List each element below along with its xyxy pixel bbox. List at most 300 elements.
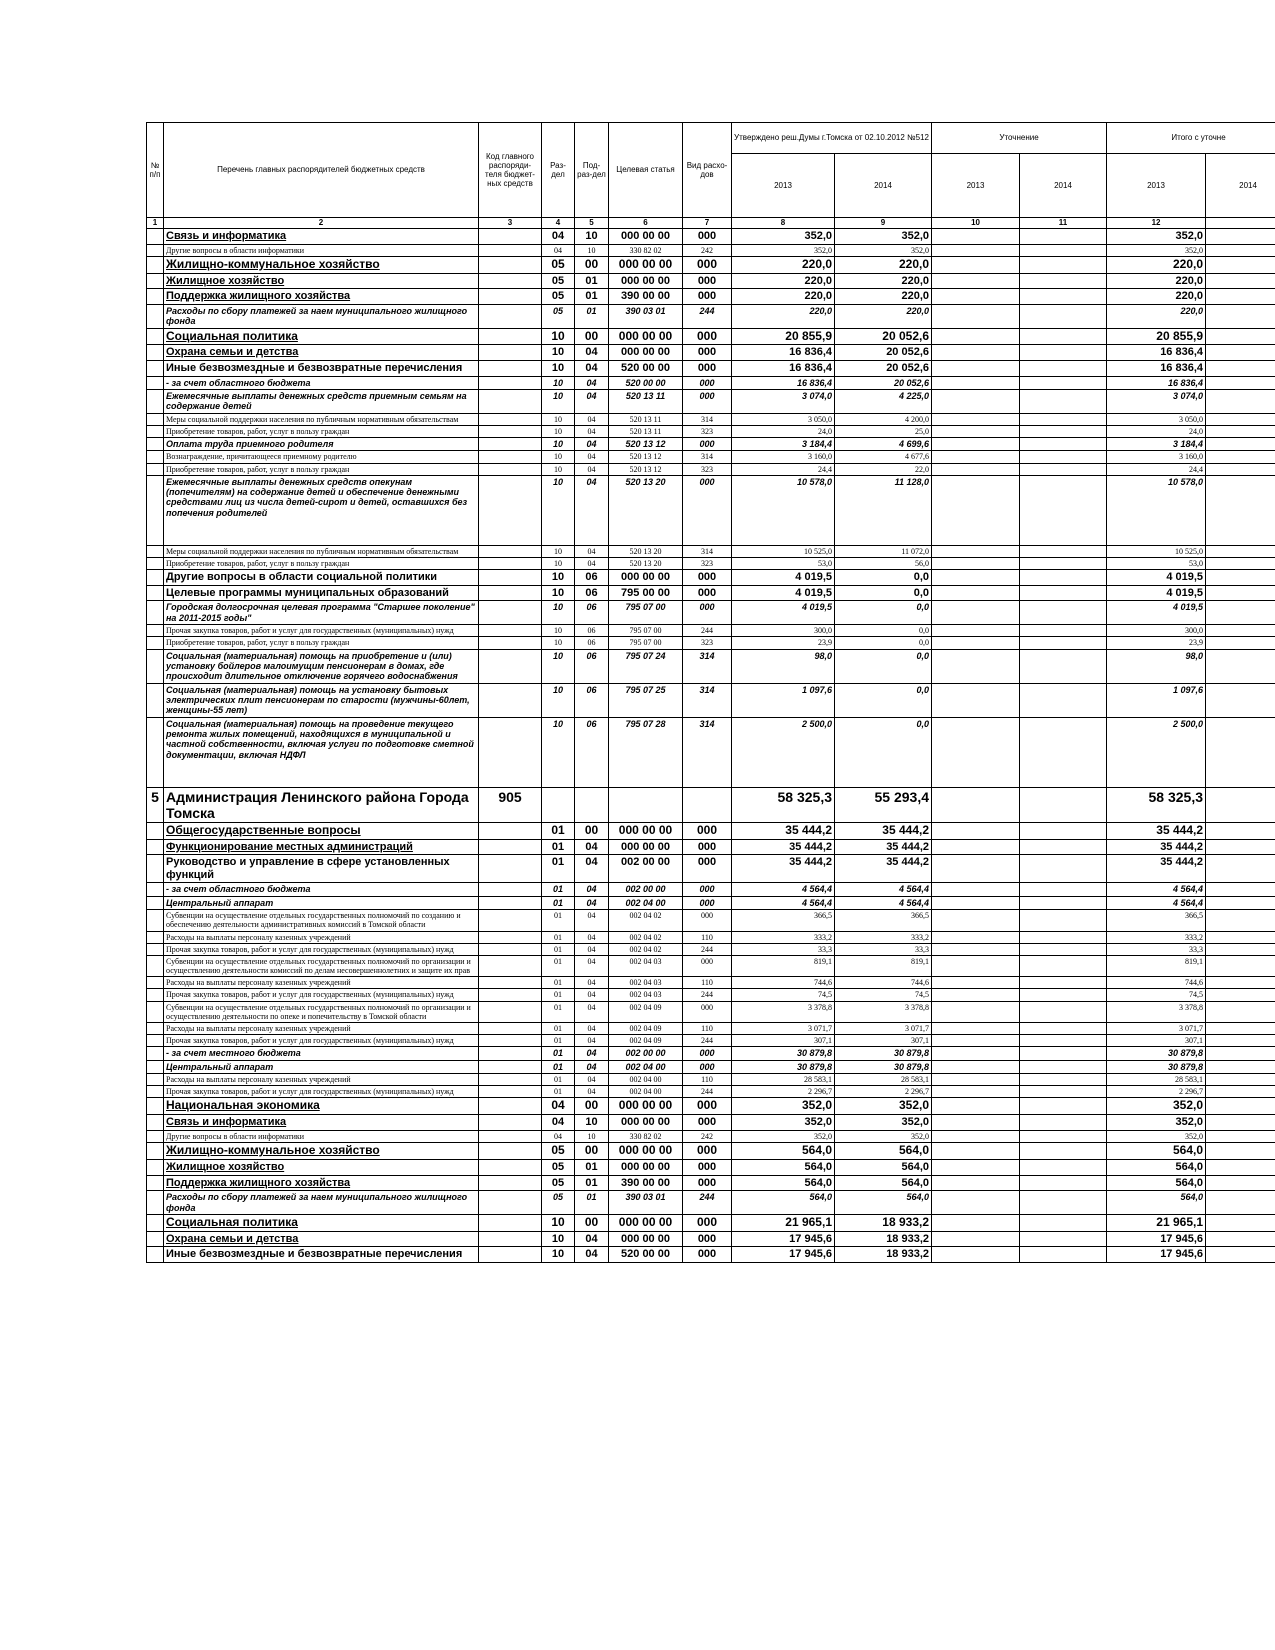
- table-row: [147, 345, 1275, 361]
- row-name: Функционирование местных администраций: [164, 839, 479, 855]
- row-approved-2014: 20 052,6: [835, 328, 932, 345]
- row-razdel: 01: [542, 977, 575, 989]
- row-total-2013: 74,5: [1107, 989, 1206, 1001]
- row-refine-2014: [1020, 328, 1107, 345]
- row-number: [147, 438, 164, 451]
- row-razdel: 10: [542, 1231, 575, 1247]
- row-total-2014: [1206, 475, 1275, 545]
- row-approved-2014: 74,5: [835, 989, 932, 1001]
- row-target-article: 002 00 00: [609, 883, 683, 896]
- row-number: [147, 413, 164, 425]
- row-razdel: 10: [542, 637, 575, 649]
- table-row: [147, 1047, 1275, 1060]
- row-expense-type: 000: [683, 1214, 732, 1231]
- row-approved-2013: 220,0: [732, 304, 835, 328]
- row-admin-code: [479, 822, 542, 839]
- table-row: [147, 1159, 1275, 1175]
- row-total-2014: [1206, 244, 1275, 256]
- row-refine-2013: [932, 955, 1020, 976]
- row-refine-2013: [932, 438, 1020, 451]
- row-total-2013: 21 965,1: [1107, 1214, 1206, 1231]
- row-podrazdel: 01: [575, 273, 609, 289]
- row-total-2013: 20 855,9: [1107, 328, 1206, 345]
- row-podrazdel: 04: [575, 1035, 609, 1047]
- row-razdel: 05: [542, 1175, 575, 1191]
- table-row: [147, 545, 1275, 557]
- row-refine-2014: [1020, 1060, 1107, 1073]
- row-approved-2014: 11 072,0: [835, 545, 932, 557]
- row-name: Другие вопросы в области информатики: [164, 1130, 479, 1142]
- row-razdel: 10: [542, 451, 575, 463]
- row-approved-2014: 0,0: [835, 637, 932, 649]
- row-number: [147, 376, 164, 389]
- row-target-article: 002 04 00: [609, 1086, 683, 1098]
- row-name: Расходы на выплаты персоналу казенных учреждений: [164, 977, 479, 989]
- row-total-2013: 352,0: [1107, 1115, 1206, 1131]
- row-podrazdel: 06: [575, 683, 609, 717]
- row-number: [147, 463, 164, 475]
- row-razdel: 01: [542, 839, 575, 855]
- row-approved-2013: 3 071,7: [732, 1023, 835, 1035]
- row-target-article: 002 04 09: [609, 1001, 683, 1022]
- row-target-article: 795 07 24: [609, 649, 683, 683]
- row-total-2013: 352,0: [1107, 1130, 1206, 1142]
- row-admin-code: [479, 451, 542, 463]
- row-total-2014: [1206, 345, 1275, 361]
- row-name: Связь и информатика: [164, 229, 479, 245]
- row-approved-2013: 744,6: [732, 977, 835, 989]
- row-total-2013: 16 836,4: [1107, 361, 1206, 377]
- col-num: 10: [932, 218, 1020, 229]
- row-total-2014: [1206, 601, 1275, 625]
- row-total-2013: 33,3: [1107, 943, 1206, 955]
- row-total-2013: 2 296,7: [1107, 1086, 1206, 1098]
- row-name: Охрана семьи и детства: [164, 1231, 479, 1247]
- row-target-article: 520 13 11: [609, 413, 683, 425]
- row-podrazdel: 04: [575, 839, 609, 855]
- row-name: Иные безвозмездные и безвозвратные перечисления: [164, 361, 479, 377]
- row-podrazdel: 04: [575, 1074, 609, 1086]
- row-number: [147, 451, 164, 463]
- row-approved-2013: 58 325,3: [732, 787, 835, 822]
- row-refine-2014: [1020, 855, 1107, 883]
- row-total-2014: [1206, 822, 1275, 839]
- row-target-article: 520 13 12: [609, 438, 683, 451]
- row-number: [147, 1001, 164, 1022]
- row-total-2013: 564,0: [1107, 1191, 1206, 1215]
- row-refine-2013: [932, 931, 1020, 943]
- row-razdel: 10: [542, 557, 575, 569]
- row-number: 5: [147, 787, 164, 822]
- row-admin-code: [479, 463, 542, 475]
- row-razdel: 10: [542, 717, 575, 787]
- table-row: [147, 717, 1275, 787]
- row-approved-2013: 23,9: [732, 637, 835, 649]
- row-approved-2014: 4 564,4: [835, 896, 932, 909]
- row-number: [147, 304, 164, 328]
- row-podrazdel: 06: [575, 601, 609, 625]
- row-target-article: 000 00 00: [609, 1115, 683, 1131]
- row-razdel: 01: [542, 910, 575, 931]
- row-refine-2013: [932, 883, 1020, 896]
- row-target-article: 000 00 00: [609, 345, 683, 361]
- row-total-2013: 352,0: [1107, 229, 1206, 245]
- row-expense-type: 000: [683, 390, 732, 414]
- row-expense-type: 000: [683, 1001, 732, 1022]
- row-approved-2013: 3 074,0: [732, 390, 835, 414]
- row-name: Поддержка жилищного хозяйства: [164, 1175, 479, 1191]
- row-number: [147, 977, 164, 989]
- row-total-2014: [1206, 883, 1275, 896]
- row-refine-2014: [1020, 1047, 1107, 1060]
- table-row: [147, 883, 1275, 896]
- row-razdel: 01: [542, 989, 575, 1001]
- row-refine-2013: [932, 855, 1020, 883]
- row-expense-type: 000: [683, 570, 732, 586]
- row-approved-2013: 16 836,4: [732, 361, 835, 377]
- row-total-2014: [1206, 1247, 1275, 1263]
- row-total-2014: [1206, 1231, 1275, 1247]
- row-expense-type: 110: [683, 977, 732, 989]
- row-total-2014: [1206, 1086, 1275, 1098]
- row-number: [147, 717, 164, 787]
- row-razdel: 01: [542, 1060, 575, 1073]
- row-razdel: 10: [542, 585, 575, 601]
- row-refine-2014: [1020, 625, 1107, 637]
- row-podrazdel: [575, 787, 609, 822]
- row-refine-2013: [932, 1074, 1020, 1086]
- row-razdel: 05: [542, 273, 575, 289]
- row-expense-type: 323: [683, 557, 732, 569]
- table-row: [147, 683, 1275, 717]
- row-approved-2013: 4 019,5: [732, 585, 835, 601]
- row-total-2014: [1206, 451, 1275, 463]
- row-total-2013: 17 945,6: [1107, 1247, 1206, 1263]
- header-approved-2014: 2014: [835, 154, 932, 218]
- row-name: Поддержка жилищного хозяйства: [164, 289, 479, 305]
- row-expense-type: 000: [683, 1060, 732, 1073]
- row-refine-2013: [932, 345, 1020, 361]
- table-row: [147, 896, 1275, 909]
- row-total-2014: [1206, 717, 1275, 787]
- table-row: [147, 1060, 1275, 1073]
- row-expense-type: 244: [683, 1191, 732, 1215]
- row-approved-2014: 352,0: [835, 229, 932, 245]
- row-refine-2014: [1020, 1115, 1107, 1131]
- row-refine-2014: [1020, 304, 1107, 328]
- row-total-2014: [1206, 463, 1275, 475]
- row-total-2014: [1206, 256, 1275, 273]
- row-refine-2013: [932, 1115, 1020, 1131]
- row-approved-2014: 220,0: [835, 256, 932, 273]
- row-number: [147, 931, 164, 943]
- table-body: [147, 229, 1275, 1263]
- row-admin-code: [479, 345, 542, 361]
- row-total-2014: [1206, 1060, 1275, 1073]
- row-approved-2013: 16 836,4: [732, 345, 835, 361]
- row-podrazdel: 04: [575, 413, 609, 425]
- row-number: [147, 425, 164, 437]
- row-admin-code: [479, 649, 542, 683]
- row-razdel: 10: [542, 413, 575, 425]
- row-podrazdel: 04: [575, 425, 609, 437]
- row-admin-code: [479, 931, 542, 943]
- row-expense-type: 323: [683, 463, 732, 475]
- row-expense-type: 000: [683, 883, 732, 896]
- table-row: [147, 1023, 1275, 1035]
- row-admin-code: [479, 304, 542, 328]
- row-podrazdel: 10: [575, 229, 609, 245]
- row-total-2013: 744,6: [1107, 977, 1206, 989]
- header-refine-2014: 2014: [1020, 154, 1107, 218]
- row-admin-code: [479, 839, 542, 855]
- row-target-article: 520 13 20: [609, 475, 683, 545]
- row-expense-type: 314: [683, 451, 732, 463]
- row-refine-2014: [1020, 475, 1107, 545]
- row-refine-2014: [1020, 229, 1107, 245]
- row-total-2014: [1206, 413, 1275, 425]
- row-number: [147, 1047, 164, 1060]
- row-podrazdel: 01: [575, 289, 609, 305]
- row-total-2013: 2 500,0: [1107, 717, 1206, 787]
- row-razdel: 05: [542, 256, 575, 273]
- row-podrazdel: 04: [575, 557, 609, 569]
- row-name: - за счет областного бюджета: [164, 883, 479, 896]
- row-total-2014: [1206, 570, 1275, 586]
- row-expense-type: 000: [683, 822, 732, 839]
- table-row: [147, 1231, 1275, 1247]
- row-total-2014: [1206, 683, 1275, 717]
- row-refine-2013: [932, 475, 1020, 545]
- row-number: [147, 390, 164, 414]
- row-name: Целевые программы муниципальных образований: [164, 585, 479, 601]
- row-name: Вознаграждение, причитающееся приемному родителю: [164, 451, 479, 463]
- row-razdel: 01: [542, 1001, 575, 1022]
- row-expense-type: 242: [683, 1130, 732, 1142]
- row-refine-2014: [1020, 244, 1107, 256]
- row-total-2013: 564,0: [1107, 1159, 1206, 1175]
- row-refine-2014: [1020, 989, 1107, 1001]
- row-podrazdel: 04: [575, 1023, 609, 1035]
- row-approved-2014: 4 225,0: [835, 390, 932, 414]
- row-expense-type: 244: [683, 989, 732, 1001]
- row-refine-2014: [1020, 1098, 1107, 1115]
- row-total-2014: [1206, 1047, 1275, 1060]
- row-target-article: 000 00 00: [609, 839, 683, 855]
- row-target-article: 520 13 11: [609, 425, 683, 437]
- row-refine-2013: [932, 425, 1020, 437]
- row-total-2014: [1206, 1023, 1275, 1035]
- row-admin-code: [479, 1001, 542, 1022]
- row-razdel: 10: [542, 625, 575, 637]
- row-approved-2013: 2 296,7: [732, 1086, 835, 1098]
- row-expense-type: 000: [683, 601, 732, 625]
- row-total-2013: 352,0: [1107, 1098, 1206, 1115]
- row-expense-type: 000: [683, 1247, 732, 1263]
- row-razdel: 04: [542, 1115, 575, 1131]
- row-refine-2014: [1020, 1247, 1107, 1263]
- row-number: [147, 1191, 164, 1215]
- table-row: [147, 475, 1275, 545]
- row-approved-2013: 564,0: [732, 1143, 835, 1160]
- row-target-article: 002 04 09: [609, 1023, 683, 1035]
- row-expense-type: 000: [683, 1115, 732, 1131]
- row-podrazdel: 00: [575, 1098, 609, 1115]
- row-refine-2013: [932, 545, 1020, 557]
- row-refine-2013: [932, 463, 1020, 475]
- row-number: [147, 1247, 164, 1263]
- row-total-2013: 10 525,0: [1107, 545, 1206, 557]
- row-expense-type: 244: [683, 1086, 732, 1098]
- row-admin-code: [479, 1231, 542, 1247]
- row-refine-2013: [932, 229, 1020, 245]
- row-approved-2013: 35 444,2: [732, 839, 835, 855]
- row-approved-2014: 564,0: [835, 1159, 932, 1175]
- row-expense-type: 314: [683, 717, 732, 787]
- row-name: Субвенции на осуществление отдельных государственных полномочий по организации и осуществлению деятельности комиссий по делам несовершеннолетних и защите их прав: [164, 955, 479, 976]
- row-refine-2014: [1020, 822, 1107, 839]
- row-razdel: 05: [542, 304, 575, 328]
- col-num: 8: [732, 218, 835, 229]
- row-number: [147, 910, 164, 931]
- row-admin-code: [479, 1214, 542, 1231]
- row-podrazdel: 06: [575, 570, 609, 586]
- row-expense-type: 244: [683, 1035, 732, 1047]
- col-num: 12: [1107, 218, 1206, 229]
- row-number: [147, 1074, 164, 1086]
- row-total-2013: 30 879,8: [1107, 1047, 1206, 1060]
- row-admin-code: [479, 273, 542, 289]
- row-target-article: 520 00 00: [609, 376, 683, 389]
- row-razdel: 01: [542, 1074, 575, 1086]
- row-approved-2014: 3 071,7: [835, 1023, 932, 1035]
- row-name: Жилищное хозяйство: [164, 273, 479, 289]
- row-razdel: 10: [542, 463, 575, 475]
- row-expense-type: 323: [683, 637, 732, 649]
- row-approved-2014: 3 378,8: [835, 1001, 932, 1022]
- row-total-2014: [1206, 787, 1275, 822]
- row-approved-2013: 30 879,8: [732, 1060, 835, 1073]
- row-name: Расходы по сбору платежей за наем муниципального жилищного фонда: [164, 304, 479, 328]
- header-row-top: [147, 123, 1275, 154]
- row-approved-2013: 220,0: [732, 256, 835, 273]
- row-total-2014: [1206, 1035, 1275, 1047]
- row-expense-type: 000: [683, 855, 732, 883]
- row-razdel: 01: [542, 931, 575, 943]
- row-approved-2013: 819,1: [732, 955, 835, 976]
- row-admin-code: [479, 910, 542, 931]
- table-row: [147, 601, 1275, 625]
- row-number: [147, 229, 164, 245]
- row-name: Другие вопросы в области социальной политики: [164, 570, 479, 586]
- row-razdel: 01: [542, 855, 575, 883]
- row-total-2014: [1206, 425, 1275, 437]
- row-approved-2013: 352,0: [732, 1115, 835, 1131]
- row-total-2014: [1206, 896, 1275, 909]
- row-approved-2013: 17 945,6: [732, 1231, 835, 1247]
- row-podrazdel: 01: [575, 304, 609, 328]
- row-approved-2013: 4 019,5: [732, 570, 835, 586]
- table-row: [147, 1143, 1275, 1160]
- row-name: Другие вопросы в области информатики: [164, 244, 479, 256]
- table-row: [147, 1175, 1275, 1191]
- row-total-2013: 16 836,4: [1107, 345, 1206, 361]
- row-razdel: 04: [542, 1098, 575, 1115]
- row-razdel: 10: [542, 390, 575, 414]
- row-razdel: 01: [542, 1023, 575, 1035]
- row-admin-code: [479, 229, 542, 245]
- row-refine-2013: [932, 649, 1020, 683]
- row-total-2014: [1206, 839, 1275, 855]
- row-refine-2014: [1020, 345, 1107, 361]
- row-razdel: 05: [542, 1191, 575, 1215]
- row-refine-2014: [1020, 943, 1107, 955]
- row-total-2013: 3 071,7: [1107, 1023, 1206, 1035]
- table-row: [147, 557, 1275, 569]
- row-refine-2014: [1020, 1143, 1107, 1160]
- row-total-2014: [1206, 1175, 1275, 1191]
- row-approved-2014: 564,0: [835, 1175, 932, 1191]
- row-admin-code: [479, 438, 542, 451]
- row-approved-2014: 35 444,2: [835, 839, 932, 855]
- row-approved-2013: 10 578,0: [732, 475, 835, 545]
- row-expense-type: 000: [683, 1159, 732, 1175]
- row-approved-2013: 21 965,1: [732, 1214, 835, 1231]
- row-podrazdel: 00: [575, 328, 609, 345]
- row-admin-code: [479, 955, 542, 976]
- row-approved-2013: 20 855,9: [732, 328, 835, 345]
- row-razdel: 04: [542, 244, 575, 256]
- row-target-article: 002 04 09: [609, 1035, 683, 1047]
- row-target-article: 520 13 12: [609, 451, 683, 463]
- table-row: [147, 855, 1275, 883]
- row-admin-code: [479, 637, 542, 649]
- row-refine-2014: [1020, 289, 1107, 305]
- row-approved-2014: 35 444,2: [835, 822, 932, 839]
- row-target-article: 000 00 00: [609, 328, 683, 345]
- row-refine-2013: [932, 451, 1020, 463]
- row-podrazdel: 04: [575, 883, 609, 896]
- row-target-article: 795 07 00: [609, 625, 683, 637]
- row-name: Приобретение товаров, работ, услуг в пользу граждан: [164, 557, 479, 569]
- row-name: Субвенции на осуществление отдельных государственных полномочий по организации и осуществлению деятельности по опеке и попечительству в Томской области: [164, 1001, 479, 1022]
- row-refine-2014: [1020, 1175, 1107, 1191]
- row-razdel: 01: [542, 1047, 575, 1060]
- row-refine-2013: [932, 683, 1020, 717]
- row-approved-2013: 16 836,4: [732, 376, 835, 389]
- row-refine-2013: [932, 839, 1020, 855]
- row-expense-type: [683, 787, 732, 822]
- table-row: [147, 822, 1275, 839]
- row-total-2013: 3 074,0: [1107, 390, 1206, 414]
- row-podrazdel: 06: [575, 637, 609, 649]
- row-expense-type: 000: [683, 585, 732, 601]
- row-razdel: 05: [542, 289, 575, 305]
- row-refine-2014: [1020, 1086, 1107, 1098]
- row-name: Руководство и управление в сфере установленных функций: [164, 855, 479, 883]
- row-refine-2014: [1020, 1074, 1107, 1086]
- row-podrazdel: 00: [575, 1214, 609, 1231]
- row-approved-2014: 55 293,4: [835, 787, 932, 822]
- row-admin-code: [479, 570, 542, 586]
- row-target-article: 000 00 00: [609, 1098, 683, 1115]
- row-number: [147, 273, 164, 289]
- row-razdel: [542, 787, 575, 822]
- row-total-2013: 220,0: [1107, 304, 1206, 328]
- row-approved-2013: 564,0: [732, 1175, 835, 1191]
- row-total-2014: [1206, 910, 1275, 931]
- table-row: [147, 289, 1275, 305]
